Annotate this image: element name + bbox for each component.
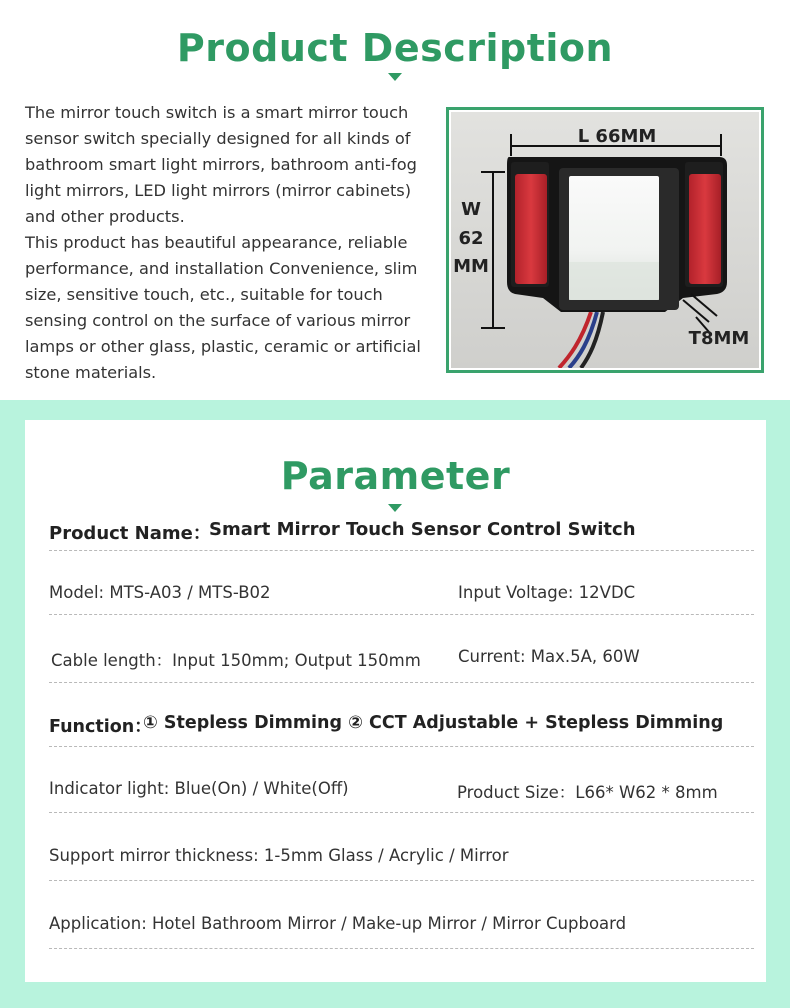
section-title-description: Product Description — [176, 26, 614, 70]
product-name-value: Smart Mirror Touch Sensor Control Switch — [209, 519, 636, 540]
application-value: Application: Hotel Bathroom Mirror / Make-up Mirror / Mirror Cupboard — [49, 914, 627, 933]
product-description-section — [0, 0, 790, 400]
description-text — [25, 100, 440, 386]
param-row-cable — [49, 615, 754, 683]
mirror-thickness-value: Support mirror thickness: 1-5mm Glass / Acrylic / Mirror — [49, 846, 509, 865]
function-label: Function： — [49, 717, 152, 737]
indicator-value: Indicator light: Blue(On) / White(Off) — [49, 779, 349, 798]
section-title-parameter: Parameter — [280, 454, 511, 498]
current-value: Current: Max.5A, 60W — [458, 647, 640, 666]
product-image — [451, 112, 759, 368]
product-image-frame — [446, 107, 764, 373]
param-row-product-name — [49, 515, 754, 551]
param-row-function — [49, 683, 754, 747]
input-voltage-value: Input Voltage: 12VDC — [458, 583, 636, 602]
param-row-thickness — [49, 813, 754, 881]
param-row-model — [49, 551, 754, 615]
product-size-value: Product Size：L66* W62 * 8mm — [457, 783, 718, 802]
width-label-w: W — [461, 199, 481, 220]
width-label-mm: MM — [453, 256, 489, 277]
function-value: ① Stepless Dimming ② CCT Adjustable + Stepless Dimming — [143, 713, 724, 733]
parameter-card — [25, 420, 766, 982]
product-name-label: Product Name： — [49, 523, 211, 544]
param-row-indicator — [49, 747, 754, 813]
caret-down-icon — [388, 504, 402, 512]
cable-length-value: Cable length：Input 150mm; Output 150mm — [51, 651, 421, 670]
caret-down-icon — [388, 73, 402, 81]
param-row-application — [49, 881, 754, 949]
model-value: Model: MTS-A03 / MTS-B02 — [49, 583, 271, 602]
description-paragraph-1: The mirror touch switch is a smart mirror touch sensor switch specially designed for all kinds of bathroom smart light mirrors, bathroom anti-fog light mirrors, LED light mirrors (mirror cabinets) and other products. — [25, 103, 417, 226]
touch-switch-illustration — [451, 112, 759, 368]
description-paragraph-2: This product has beautiful appearance, reliable performance, and installation Convenience, slim size, sensitive touch, etc., suitable for touch sensing control on the surface of various mirror lamps or other glass, plastic, ceramic or artificial stone materials. — [25, 233, 421, 382]
width-label-number: 62 — [458, 228, 484, 249]
thickness-label: T8MM — [688, 328, 750, 349]
length-label: L 66MM — [577, 126, 657, 147]
parameter-section — [0, 400, 790, 1008]
